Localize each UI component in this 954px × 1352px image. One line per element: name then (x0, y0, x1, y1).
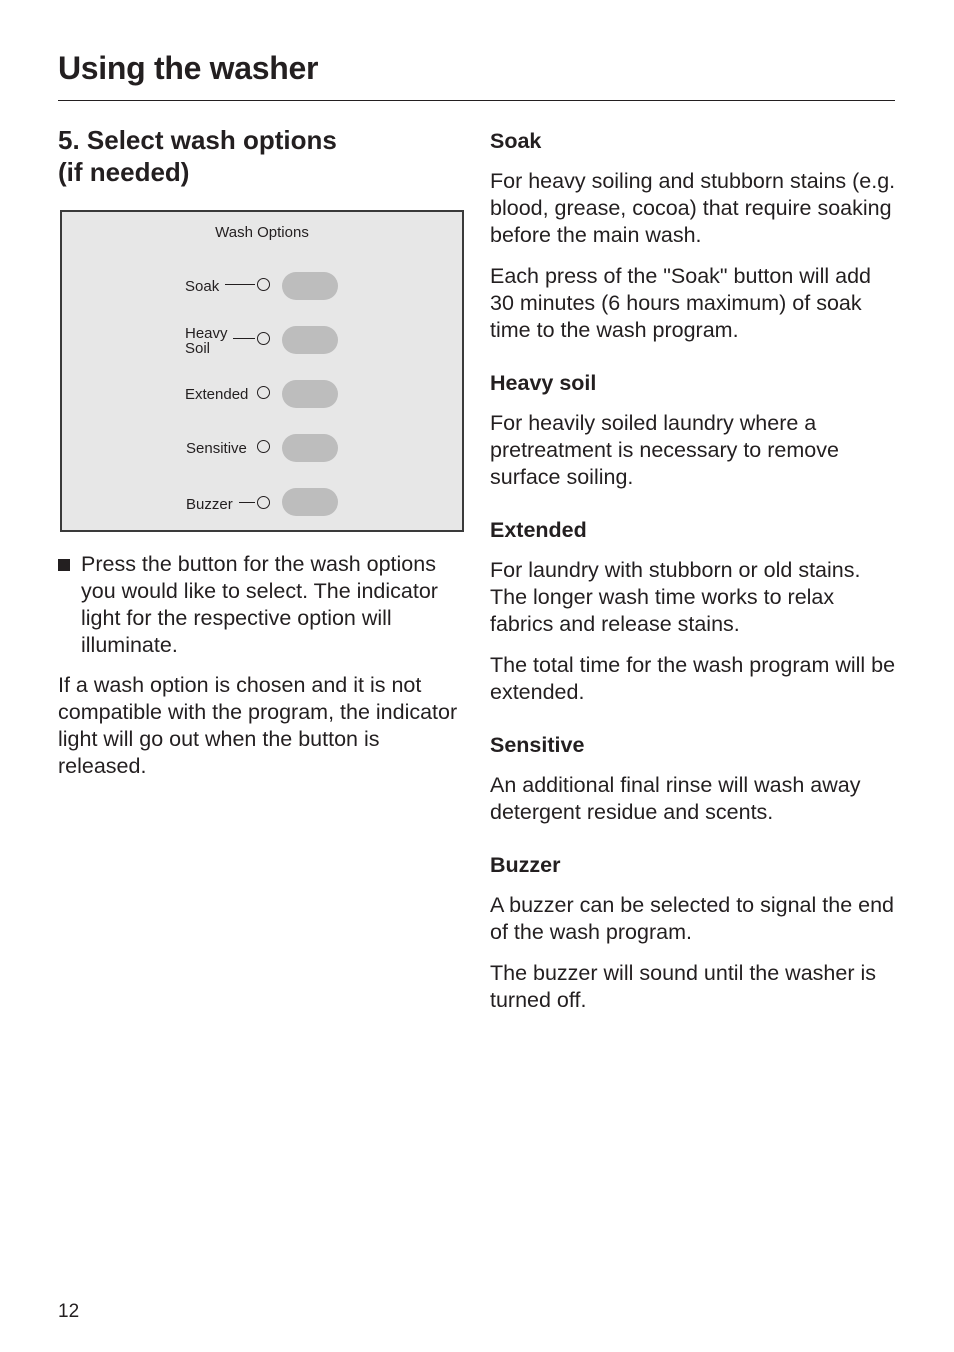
option-heading-heavy-soil: Heavy soil (490, 371, 597, 395)
leader-line (225, 284, 255, 285)
option-heading-soak: Soak (490, 129, 542, 153)
leader-line (239, 502, 255, 503)
section-heading-line1: 5. Select wash options (58, 125, 337, 155)
option-block-extended (490, 517, 900, 706)
sensitive-button[interactable] (282, 434, 338, 462)
option-label-soil: Soil (185, 340, 211, 357)
option-label-buzzer: Buzzer (186, 496, 233, 513)
right-column (490, 128, 900, 1014)
heavy-soil-button[interactable] (282, 326, 338, 354)
bullet-square-icon (58, 559, 70, 571)
soak-button[interactable] (282, 272, 338, 300)
indicator-light-heavy-soil (257, 332, 270, 345)
instruction-text: Press the button for the wash options you would like to select. The indicator light for the respective option will illuminate. (81, 552, 438, 657)
option-description: For heavy soiling and stubborn stains (e.g. blood, grease, cocoa) that require soaking before the main wash. (490, 169, 896, 247)
option-heading-sensitive: Sensitive (490, 733, 585, 757)
section-heading (58, 124, 466, 188)
option-label-heavy: Heavy (185, 325, 228, 342)
option-heading-buzzer: Buzzer (490, 853, 561, 877)
option-label-soak: Soak (185, 278, 220, 295)
option-row-soak (62, 270, 462, 310)
option-row-buzzer (62, 486, 462, 526)
option-description: The total time for the wash program will be extended. (490, 653, 896, 704)
page-title: Using the washer (58, 50, 319, 86)
wash-options-panel (60, 210, 464, 532)
option-block-sensitive (490, 732, 900, 826)
leader-line (233, 338, 255, 339)
title-divider (58, 100, 895, 101)
option-label-heavy-soil (185, 326, 228, 356)
left-column (58, 124, 466, 188)
option-description: Each press of the "Soak" button will add 30 minutes (6 hours maximum) of soak time to the wash program. (490, 264, 871, 342)
option-description: An additional final rinse will wash away detergent residue and scents. (490, 773, 861, 824)
buzzer-button[interactable] (282, 488, 338, 516)
option-row-sensitive (62, 432, 462, 472)
option-label-extended: Extended (185, 386, 249, 403)
option-description: For laundry with stubborn or old stains. The longer wash time works to relax fabrics and release stains. (490, 558, 861, 636)
option-heading-extended: Extended (490, 518, 587, 542)
option-description: For heavily soiled laundry where a pretreatment is necessary to remove surface soiling. (490, 411, 839, 489)
indicator-light-sensitive (257, 440, 270, 453)
panel-title: Wash Options (215, 224, 309, 241)
page-number: 12 (58, 1301, 80, 1322)
option-label-sensitive: Sensitive (186, 440, 247, 457)
option-block-soak (490, 128, 900, 344)
compatibility-note: If a wash option is chosen and it is not compatible with the program, the indicator light will go out when the button is released. (58, 673, 458, 778)
option-row-extended (62, 378, 462, 418)
option-block-buzzer (490, 852, 900, 1014)
instruction-bullet (58, 551, 468, 659)
indicator-light-soak (257, 278, 270, 291)
option-row-heavy-soil (62, 324, 462, 364)
option-description: The buzzer will sound until the washer is turned off. (490, 961, 876, 1012)
indicator-light-buzzer (257, 496, 270, 509)
extended-button[interactable] (282, 380, 338, 408)
section-heading-line2: (if needed) (58, 157, 190, 187)
option-block-heavy-soil (490, 370, 900, 491)
indicator-light-extended (257, 386, 270, 399)
option-description: A buzzer can be selected to signal the end of the wash program. (490, 893, 894, 944)
